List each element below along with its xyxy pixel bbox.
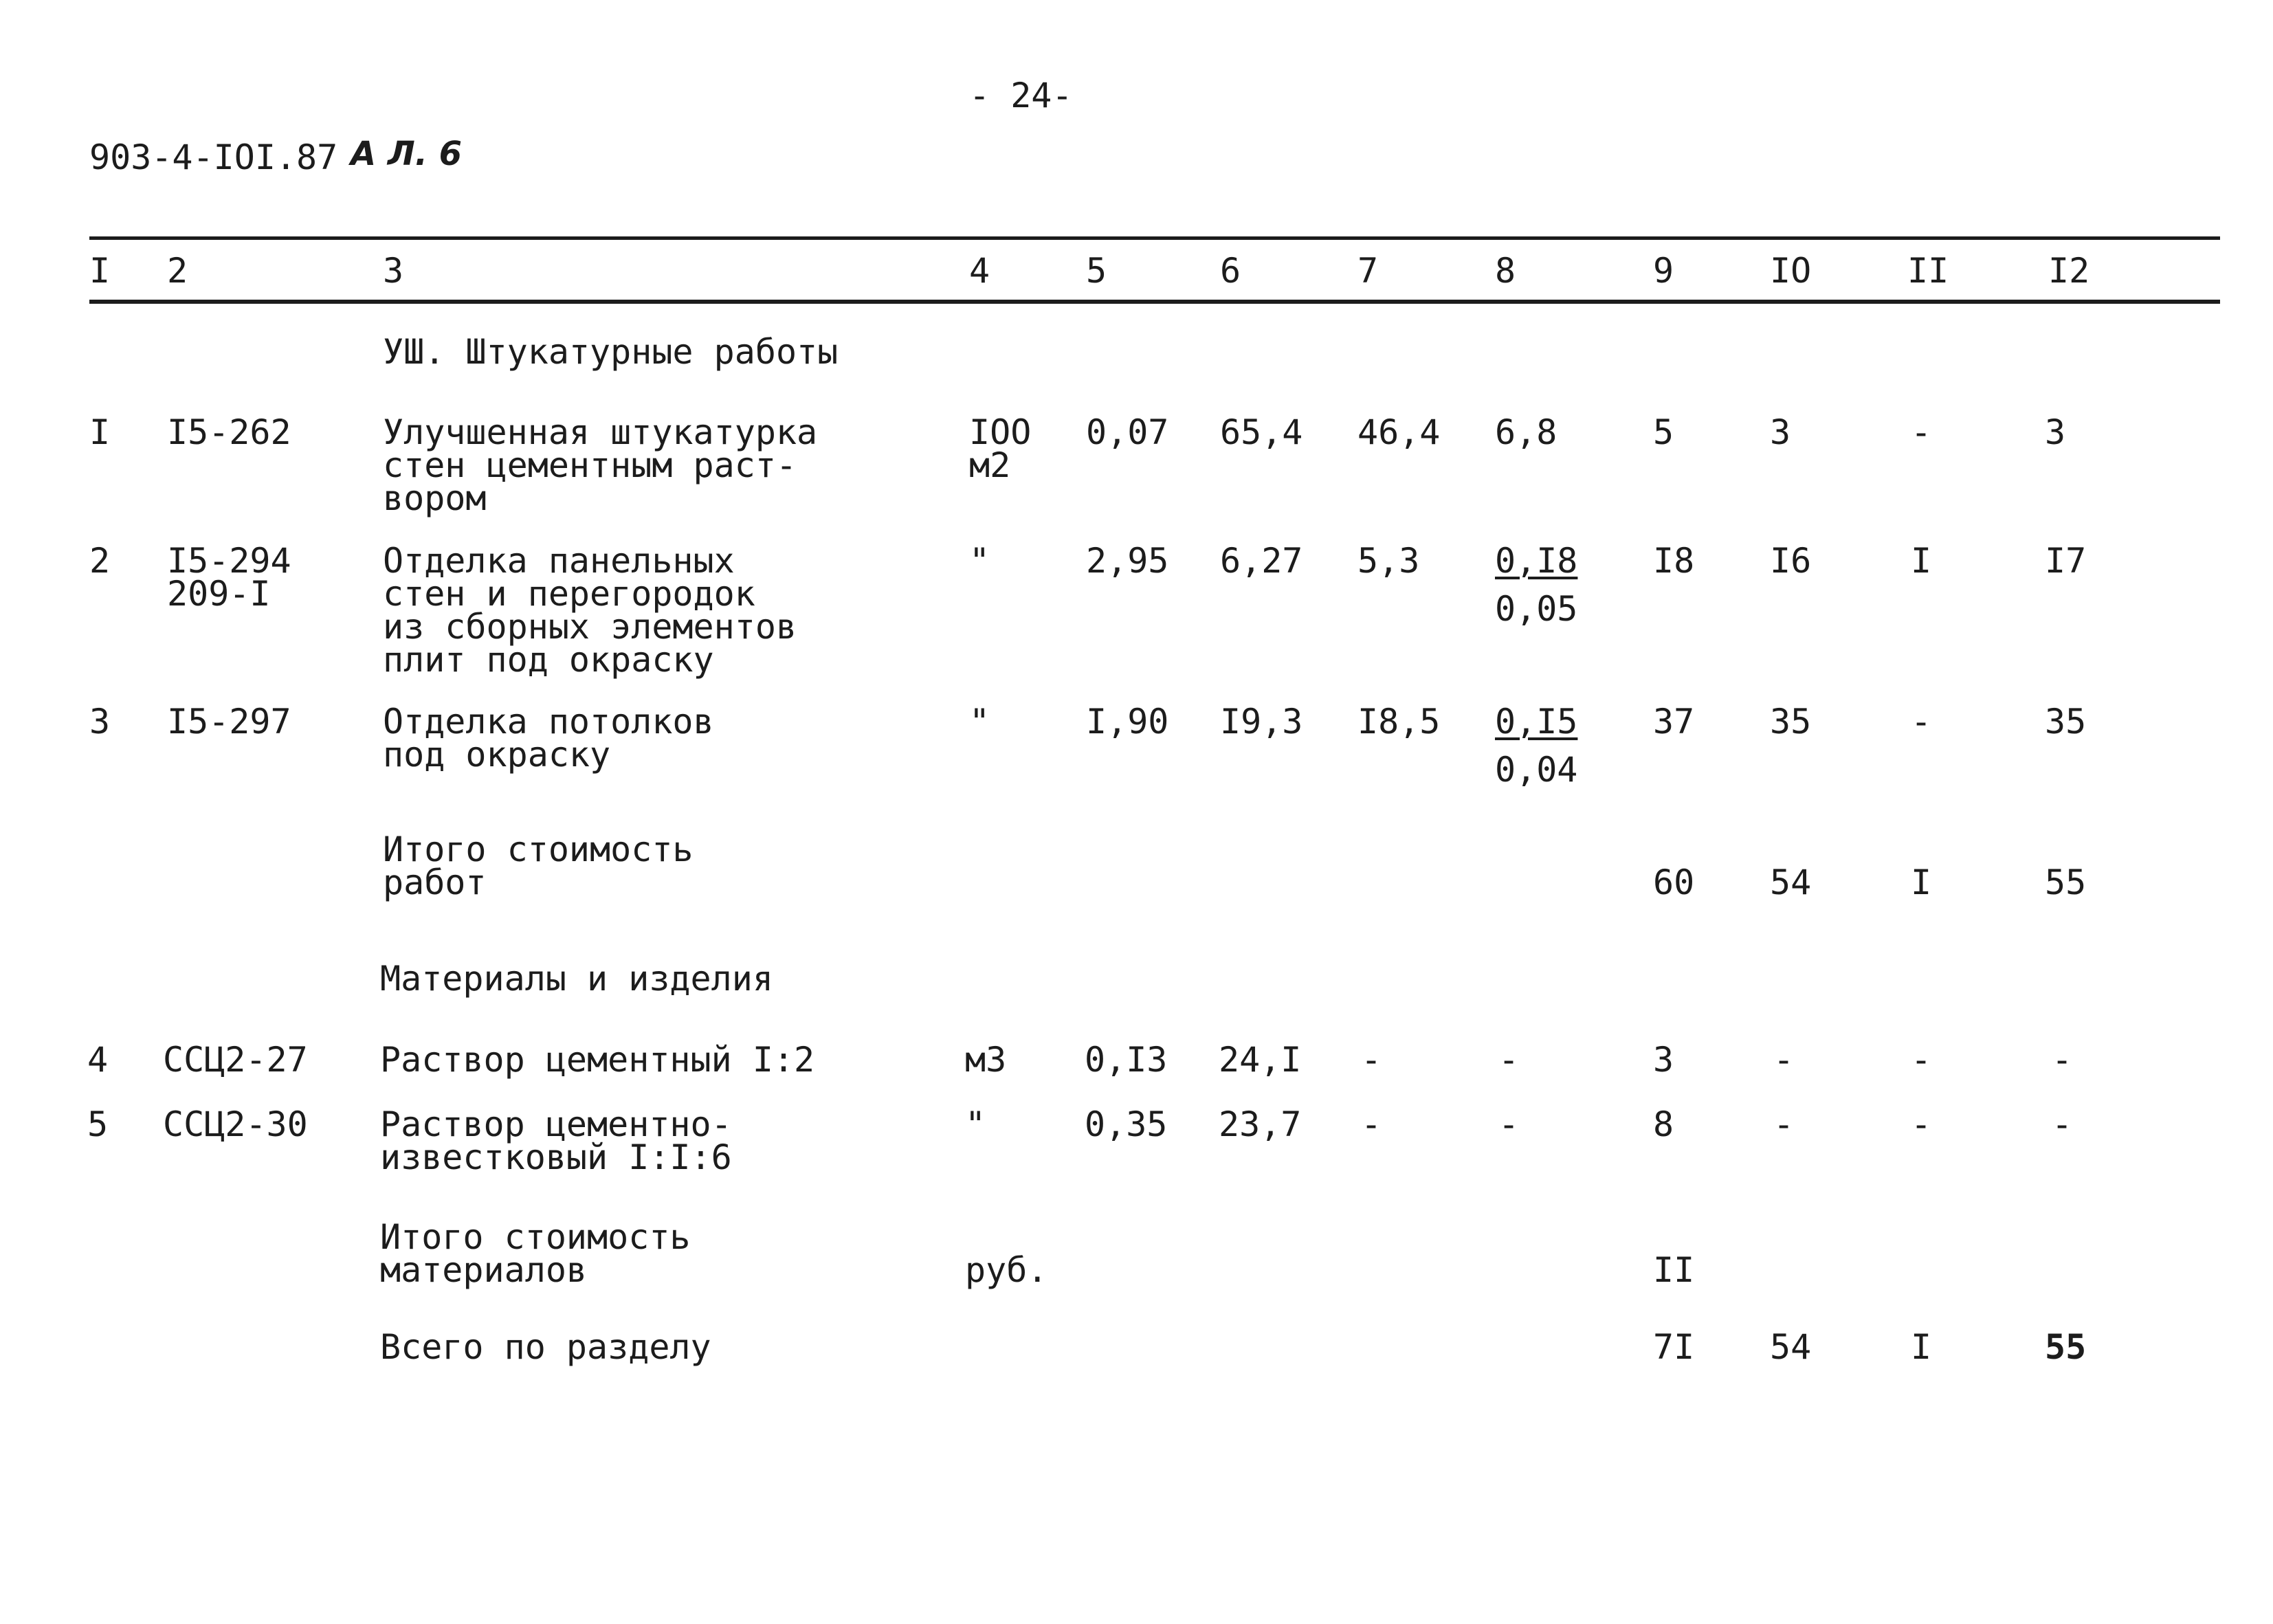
subtotal-col12: 55 — [2045, 863, 2087, 902]
cell-col7: 46,4 — [1357, 412, 1441, 452]
row-number: I — [89, 412, 111, 452]
quantity: 0,07 — [1086, 412, 1169, 452]
subtotal-materials-label: Итого стоимость материалов — [380, 1217, 691, 1290]
cell-col8: - — [1498, 1104, 1520, 1144]
cell-col10: I6 — [1770, 541, 1812, 581]
rate-code: I5-262 — [167, 412, 291, 452]
cell-col7: 5,3 — [1357, 541, 1420, 581]
section-total-label: Всего по разделу — [380, 1327, 711, 1367]
subtotal-materials-unit: руб. — [965, 1250, 1048, 1290]
cell-col11: - — [1911, 412, 1932, 452]
document-code: 903-4-IOI.87 — [89, 137, 338, 177]
cell-col9: 3 — [1653, 1040, 1674, 1080]
material-description: Раствор цементно- известковый I:I:6 — [380, 1104, 732, 1177]
cell-col11: I — [1911, 541, 1932, 581]
column-header: 5 — [1086, 251, 1107, 291]
cell-col11: - — [1911, 1040, 1932, 1080]
quantity: 0,35 — [1085, 1104, 1168, 1144]
cell-col12: I7 — [2045, 541, 2087, 581]
cell-col8-bottom: 0,04 — [1495, 750, 1578, 790]
total-col10: 54 — [1770, 1327, 1812, 1367]
cell-col6: 24,I — [1219, 1040, 1302, 1080]
rate-code: ССЦ2-27 — [163, 1040, 308, 1080]
page-number: - 24- — [969, 76, 1073, 115]
quantity: 0,I3 — [1085, 1040, 1168, 1080]
cell-col7: - — [1361, 1040, 1382, 1080]
subtotal-col10: 54 — [1770, 863, 1812, 902]
subtotal-works-label: Итого стоимость работ — [383, 830, 694, 902]
cell-col12: 3 — [2045, 412, 2066, 452]
row-number: 3 — [89, 702, 111, 742]
cell-col9: 37 — [1653, 702, 1695, 742]
subtotal-materials-col9: II — [1653, 1250, 1695, 1290]
quantity: I,90 — [1086, 702, 1169, 742]
column-header: 2 — [167, 251, 188, 291]
work-description: Отделка панельных стен и перегородок из сборных элементов плит под окраску — [383, 541, 797, 680]
cell-col8-bottom: 0,05 — [1495, 589, 1578, 629]
column-header: 7 — [1357, 251, 1379, 291]
column-header: 4 — [969, 251, 990, 291]
subtotal-col11: I — [1911, 863, 1932, 902]
cell-col10: - — [1773, 1040, 1795, 1080]
column-header: 3 — [383, 251, 404, 291]
unit: " — [969, 702, 990, 742]
cell-col8-top: 0,I5 — [1495, 702, 1578, 742]
album-mark: А Л. 6 — [351, 135, 463, 173]
unit: м3 — [965, 1040, 1007, 1080]
row-number: 5 — [87, 1104, 109, 1144]
column-header: IO — [1770, 251, 1812, 291]
cell-col7: - — [1361, 1104, 1382, 1144]
cell-col8-top: 0,I8 — [1495, 541, 1578, 581]
total-col11: I — [1911, 1327, 1932, 1367]
work-description: Отделка потолков под окраску — [383, 702, 714, 775]
cell-col12: - — [2052, 1040, 2073, 1080]
cell-col10: 3 — [1770, 412, 1791, 452]
quantity: 2,95 — [1086, 541, 1169, 581]
section-title: УШ. Штукатурные работы — [383, 332, 839, 372]
cell-col8: 6,8 — [1495, 412, 1557, 452]
column-header: I — [89, 251, 111, 291]
cell-col6: I9,3 — [1220, 702, 1303, 742]
cell-col6: 23,7 — [1219, 1104, 1302, 1144]
cell-col10: - — [1773, 1104, 1795, 1144]
unit: " — [969, 541, 990, 581]
column-header: 6 — [1220, 251, 1241, 291]
cell-col8: - — [1498, 1040, 1520, 1080]
subtotal-col9: 60 — [1653, 863, 1695, 902]
column-header: 8 — [1495, 251, 1516, 291]
table-header-rule — [89, 300, 2220, 304]
cell-col9: I8 — [1653, 541, 1695, 581]
cell-col9: 8 — [1653, 1104, 1674, 1144]
rate-code: I5-294 209-I — [167, 541, 291, 614]
row-number: 2 — [89, 541, 111, 581]
cell-col12: - — [2052, 1104, 2073, 1144]
cell-col11: - — [1911, 702, 1932, 742]
material-description: Раствор цементный I:2 — [380, 1040, 815, 1080]
row-number: 4 — [87, 1040, 109, 1080]
cell-col10: 35 — [1770, 702, 1812, 742]
total-col9: 7I — [1653, 1327, 1695, 1367]
table-top-rule — [89, 236, 2220, 240]
cell-col12: 35 — [2045, 702, 2087, 742]
cell-col6: 65,4 — [1220, 412, 1303, 452]
total-col12: 55 — [2045, 1327, 2087, 1367]
cell-col11: - — [1911, 1104, 1932, 1144]
cell-col7: I8,5 — [1357, 702, 1441, 742]
column-header: II — [1907, 251, 1949, 291]
materials-title: Материалы и изделия — [380, 959, 773, 999]
unit: IOO м2 — [969, 412, 1032, 485]
rate-code: ССЦ2-30 — [163, 1104, 308, 1144]
rate-code: I5-297 — [167, 702, 291, 742]
column-header: 9 — [1653, 251, 1674, 291]
cell-col6: 6,27 — [1220, 541, 1303, 581]
unit: " — [965, 1104, 986, 1144]
work-description: Улучшенная штукатурка стен цементным раст- вором — [383, 412, 818, 518]
column-header: I2 — [2048, 251, 2090, 291]
cell-col9: 5 — [1653, 412, 1674, 452]
